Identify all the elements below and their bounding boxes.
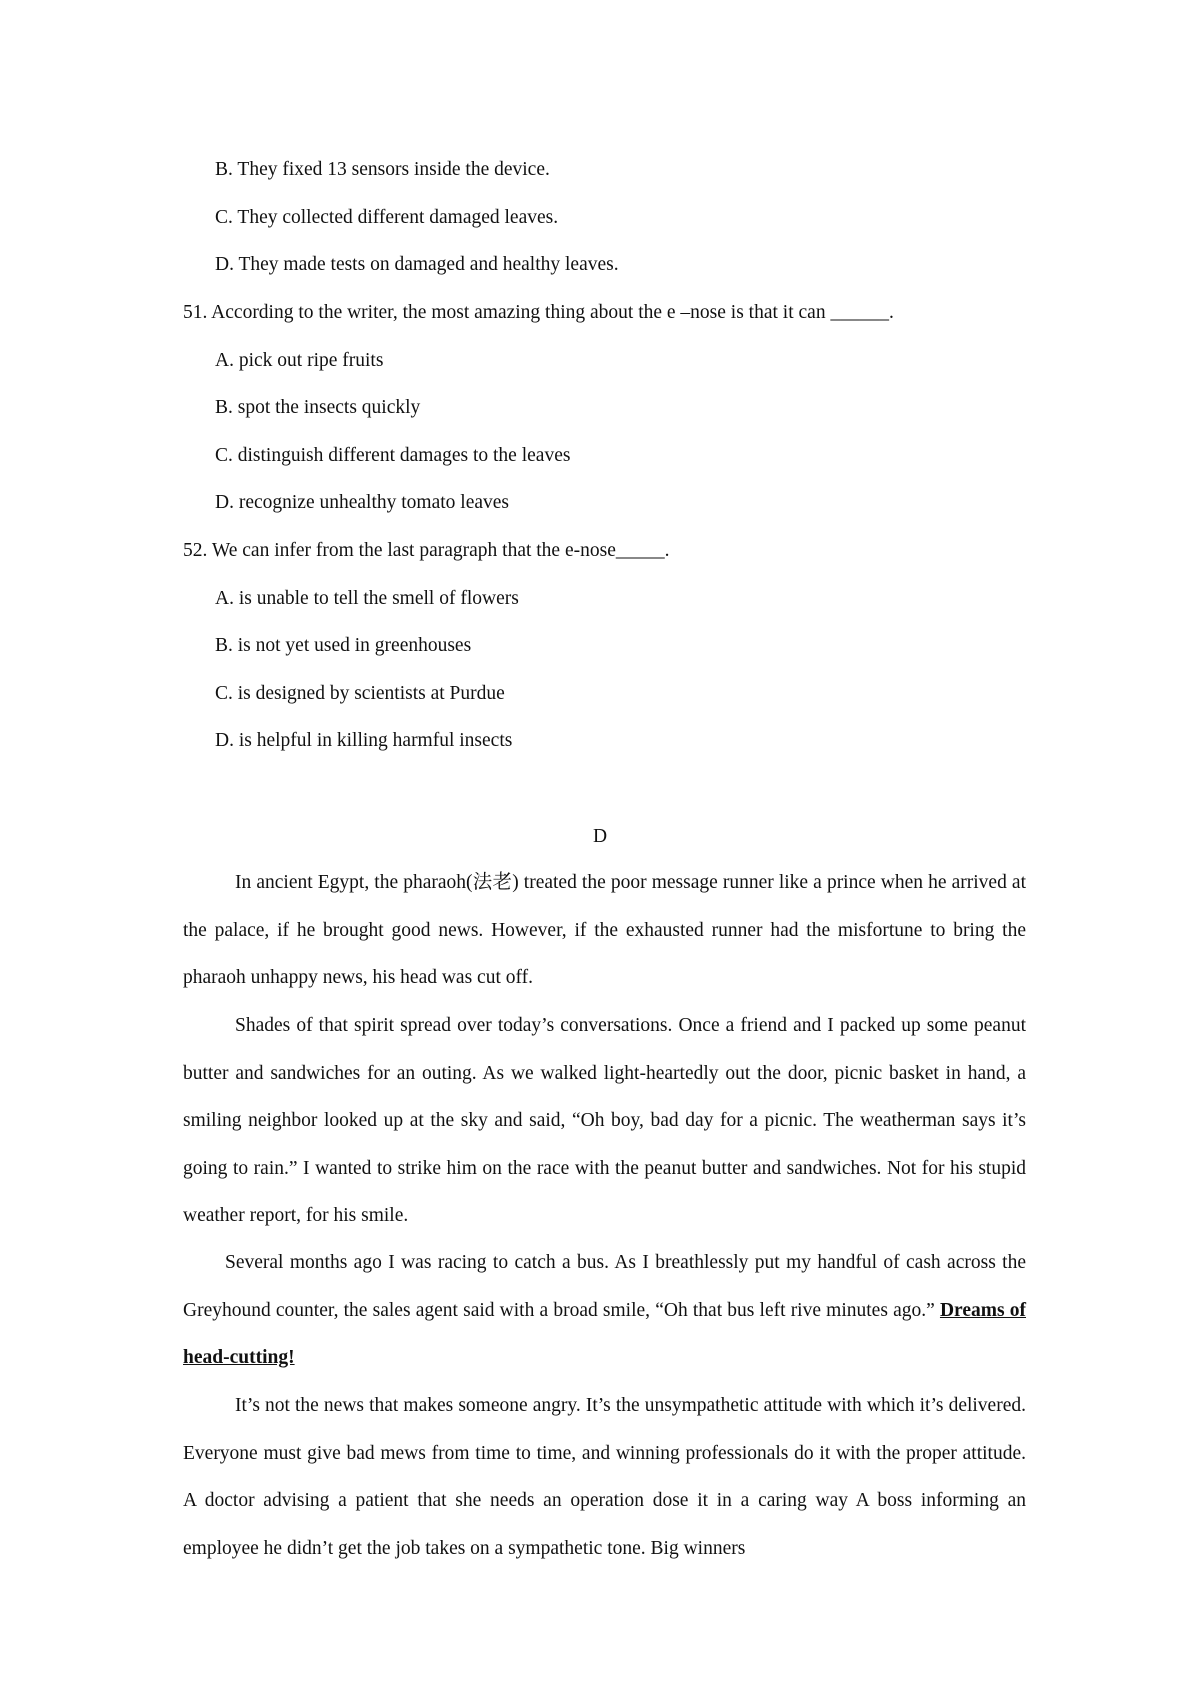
q51-option-d: D. recognize unhealthy tomato leaves xyxy=(215,492,510,513)
paragraph-3-text: Several months ago I was racing to catch a bus. As I breathlessly put my handful of cash across the Greyhound counter, the sales agent said with a broad smile, “Oh that bus left rive minutes ago.” xyxy=(183,1252,1026,1321)
q51-stem: 51. According to the writer, the most amazing thing about the e –nose is that it can ______. xyxy=(183,302,894,323)
q52-option-a: A. is unable to tell the smell of flowers xyxy=(215,588,519,609)
q52-option-b: B. is not yet used in greenhouses xyxy=(215,635,472,656)
q51-option-a: A. pick out ripe fruits xyxy=(215,350,384,371)
passage-paragraph-2: Shades of that spirit spread over today’s conversations. Once a friend and I packed up some peanut butter and sandwiches for an outing. As we walked light-heartedly out the door, picnic basket in hand, a smiling neighbor looked up at the sky and said, “Oh boy, bad day for a picnic. The weatherman says it’s going to rain.” I wanted to strike him on the race with the peanut butter and sandwiches. Not for his stupid weather report, for his smile. xyxy=(183,1015,1026,1226)
q50-option-c: C. They collected different damaged leaves. xyxy=(215,207,559,228)
q50-option-d: D. They made tests on damaged and healthy leaves. xyxy=(215,254,619,275)
q52-option-c: C. is designed by scientists at Purdue xyxy=(215,683,505,704)
passage-paragraph-3 xyxy=(183,1239,1026,1382)
emphasis-text: Dreams of head-cutting! xyxy=(183,1299,1026,1368)
section-heading: D xyxy=(592,826,608,847)
q52-stem: 52. We can infer from the last paragraph that the e-nose_____. xyxy=(183,540,670,561)
q51-option-b: B. spot the insects quickly xyxy=(215,397,421,418)
passage-paragraph-4: It’s not the news that makes someone angry. It’s the unsympathetic attitude with which it’s delivered. Everyone must give bad mews from time to time, and winning professionals do it with the proper attitude. A doctor advising a patient that she needs an operation dose it in a caring way A boss informing an employee he didn’t get the job takes on a sympathetic tone. Big winners xyxy=(183,1395,1026,1559)
q51-option-c: C. distinguish different damages to the leaves xyxy=(215,445,571,466)
q52-option-d: D. is helpful in killing harmful insects xyxy=(215,730,513,751)
passage-paragraph-1: In ancient Egypt, the pharaoh(法老) treated the poor message runner like a prince when he arrived at the palace, if he brought good news. However, if the exhausted runner had the misfortune to bring the pharaoh unhappy news, his head was cut off. xyxy=(183,872,1026,988)
q50-option-b: B. They fixed 13 sensors inside the device. xyxy=(215,159,550,180)
